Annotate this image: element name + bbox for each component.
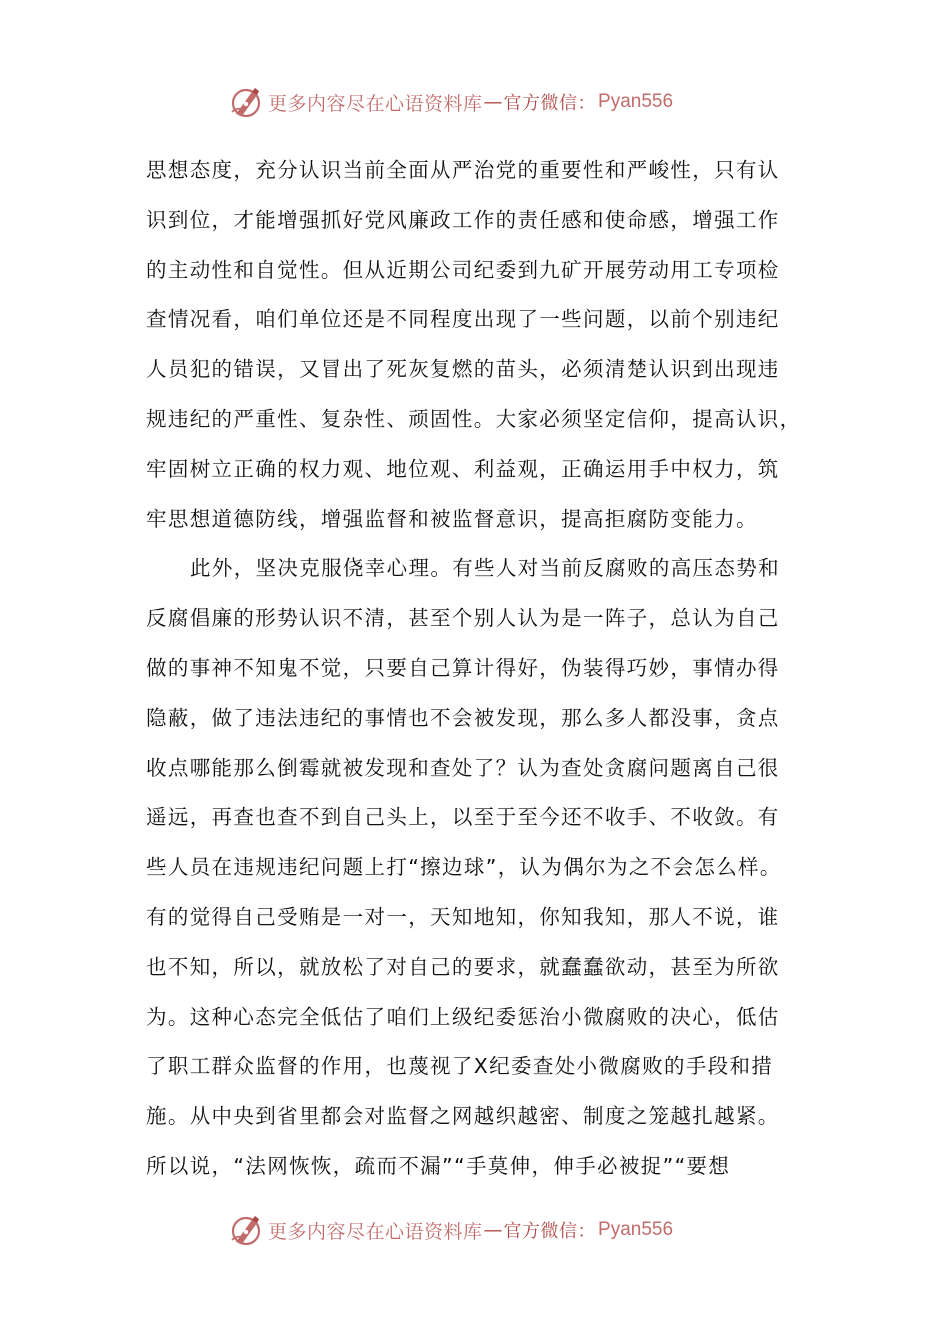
pen-nib-logo-icon xyxy=(228,1212,264,1248)
body-text xyxy=(146,146,826,1192)
text-line: 识到位，才能增强抓好党风廉政工作的责任感和使命感，增强工作 xyxy=(146,207,780,232)
text-line: 也不知，所以，就放松了对自己的要求，就蠢蠢欲动，甚至为所欲 xyxy=(146,954,780,979)
text-line: 施。从中央到省里都会对监督之网越织越密、制度之笼越扎越紧。 xyxy=(146,1104,780,1129)
text-line: 牢固树立正确的权力观、地位观、利益观，正确运用手中权力，筑 xyxy=(146,456,780,481)
text-line: 反腐倡廉的形势认识不清，甚至个别人认为是一阵子，总认为自己 xyxy=(146,606,780,631)
banner-wechat-id: Pyan556 xyxy=(598,91,674,112)
text-line: 有的觉得自己受贿是一对一，天知地知，你知我知，那人不说，谁 xyxy=(146,904,780,929)
text-line: 的主动性和自觉性。但从近期公司纪委到九矿开展劳动用工专项检 xyxy=(146,257,780,282)
banner-dash: — xyxy=(483,1219,503,1241)
paragraph-start-line: 此外，坚决克服侥幸心理。有些人对当前反腐败的高压态势和 xyxy=(190,556,780,581)
banner-wechat-id: Pyan556 xyxy=(598,1219,674,1240)
text-line: 收点哪能那么倒霉就被发现和查处了？认为查处贪腐问题离自己很 xyxy=(146,755,780,780)
text-line: 所以说，“法网恢恢，疏而不漏”“手莫伸，伸手必被捉”“要想 xyxy=(146,1153,731,1178)
text-line: 牢思想道德防线，增强监督和被监督意识，提高拒腐防变能力。 xyxy=(146,506,758,531)
banner-title: 更多内容尽在心语资料库 xyxy=(268,1220,483,1243)
text-line: 隐蔽，做了违法违纪的事情也不会被发现，那么多人都没事，贪点 xyxy=(146,705,780,730)
banner-dash: — xyxy=(483,91,503,113)
text-line: 查情况看，咱们单位还是不同程度出现了一些问题，以前个别违纪 xyxy=(146,307,780,332)
header-banner xyxy=(228,82,748,122)
text-line: 人员犯的错误，又冒出了死灰复燃的苗头，必须清楚认识到出现违 xyxy=(146,357,780,382)
pen-nib-logo-icon xyxy=(228,84,264,120)
banner-official-label: 官方微信： xyxy=(503,93,597,114)
text-line: 思想态度，充分认识当前全面从严治党的重要性和严峻性，只有认 xyxy=(146,158,780,182)
text-line: 些人员在违规违纪问题上打“擦边球”，认为偶尔为之不会怎么样。 xyxy=(146,855,782,880)
text-line: 遥远，再查也查不到自己头上，以至于至今还不收手、不收敛。有 xyxy=(146,805,780,830)
text-line: 了职工群众监督的作用，也蔑视了X纪委查处小微腐败的手段和措 xyxy=(146,1054,774,1079)
text-line: 为。这种心态完全低估了咱们上级纪委惩治小微腐败的决心，低估 xyxy=(146,1004,780,1029)
banner-official-label: 官方微信： xyxy=(503,1221,597,1242)
text-line: 做的事神不知鬼不觉，只要自己算计得好，伪装得巧妙，事情办得 xyxy=(146,655,780,680)
footer-banner xyxy=(228,1210,748,1250)
banner-title: 更多内容尽在心语资料库 xyxy=(268,92,483,115)
text-line: 规违纪的严重性、复杂性、顽固性。大家必须坚定信仰，提高认识， xyxy=(146,406,802,431)
